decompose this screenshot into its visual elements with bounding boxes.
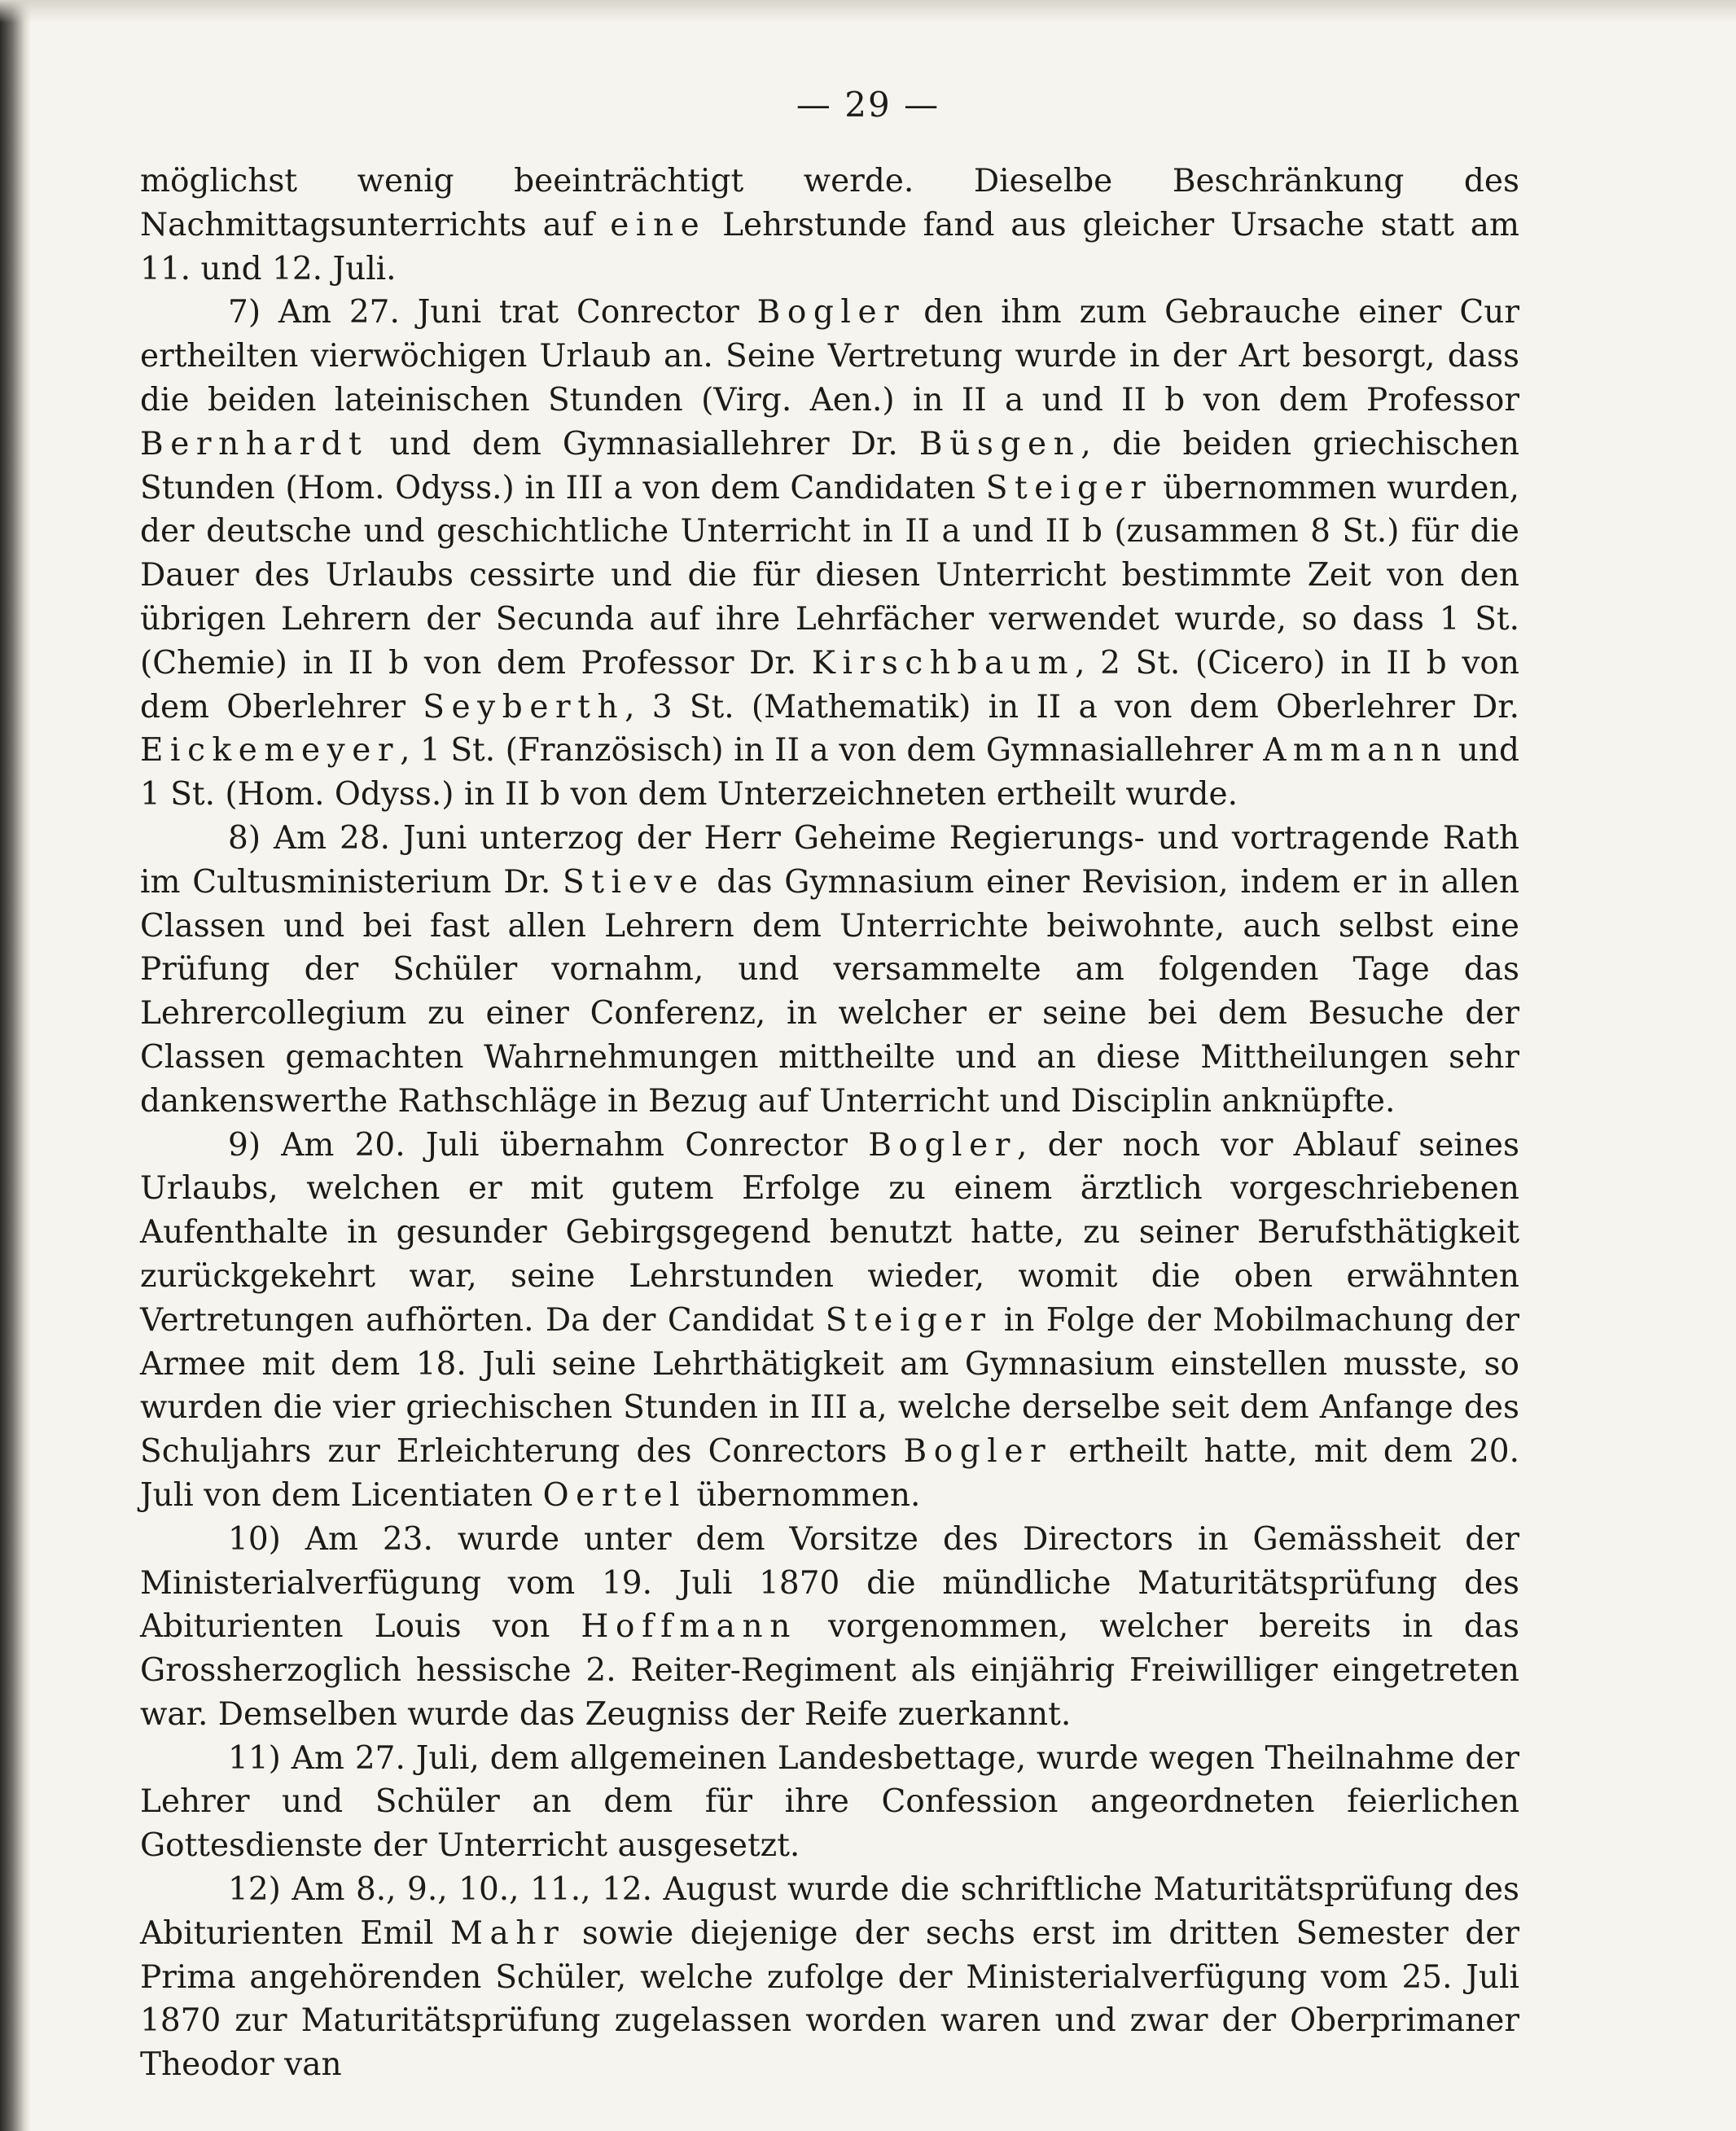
person-name: Steiger bbox=[985, 469, 1153, 506]
text-run: und 1 St. (Hom. Odyss.) in II b von dem Unterzeichneten ertheilt wurde. bbox=[140, 732, 1519, 813]
paragraph-10 bbox=[140, 1518, 1519, 1737]
paragraph-continuation bbox=[140, 160, 1519, 291]
text-run: , der noch vor Ablauf seines Urlaubs, welchen er mit gutem Erfolge zu einem ärztlich vorgeschriebenen Aufenthalte in gesunder Gebirgsgegend benutzt hatte, zu seiner Berufsthätigkeit zurückgekehrt war, seine Lehrstunden wieder, womit die oben erwähnten Vertretungen aufhörten. Da der Candidat bbox=[140, 1126, 1519, 1339]
top-edge-shade bbox=[0, 0, 1736, 23]
person-name: Mahr bbox=[450, 1914, 566, 1952]
paragraph-12 bbox=[140, 1868, 1519, 2087]
body-text bbox=[140, 160, 1519, 2087]
binding-shadow bbox=[0, 0, 31, 2131]
text-run: 7) Am 27. Juni trat Conrector bbox=[228, 294, 757, 331]
paragraph-7 bbox=[140, 291, 1519, 817]
text-run: in Folge der Mobilmachung der Armee mit dem 18. Juli seine Lehrthätigkeit am Gymnasium einstellen musste, so wurden die vier griechischen Stunden in III a, welche derselbe seit dem Anfange des Schuljahrs zur Erleichterung des Conrectors bbox=[140, 1301, 1519, 1471]
text-run: übernommen. bbox=[686, 1476, 921, 1514]
paragraph-11 bbox=[140, 1737, 1519, 1868]
text-run: und dem Gymnasiallehrer Dr. bbox=[368, 425, 919, 463]
person-name: Bogler bbox=[903, 1433, 1053, 1471]
page-number: — 29 — bbox=[796, 85, 940, 125]
text-run: ertheilt hatte, mit dem 20. Juli von dem Licentiaten bbox=[140, 1433, 1519, 1514]
text-run: 11) Am 27. Juli, dem allgemeinen Landesbettage, wurde wegen Theilnahme der Lehrer und Schüler an dem für ihre Confession angeordneten feierlichen Gottesdienste der Unterricht ausgesetzt. bbox=[140, 1739, 1519, 1865]
person-name: Büsgen bbox=[918, 425, 1081, 463]
person-name: Stieve bbox=[562, 863, 705, 901]
text-run: , die beiden griechischen Stunden (Hom. Odyss.) in III a von dem Candidaten bbox=[140, 425, 1519, 506]
person-name: Eickemeyer bbox=[140, 732, 401, 770]
text-run: das Gymnasium einer Revision, indem er in allen Classen und bei fast allen Lehrern dem Unterrichte beiwohnte, auch selbst eine Prüfung der Schüler vornahm, und versammelte am folgenden Tage das Lehrercollegium zu einer Conferenz, in welcher er seine bei dem Besuche der Classen gemachten Wahrnehmungen mittheilte und an diese Mittheilungen sehr dankenswerthe Rathschläge in Bezug auf Unterricht und Disciplin anknüpfte. bbox=[140, 863, 1519, 1120]
person-name: Ammann bbox=[1263, 732, 1449, 770]
person-name: Bernhardt bbox=[140, 425, 369, 463]
text-run: Lehrstunde fand aus gleicher Ursache statt am 11. und 12. Juli. bbox=[140, 206, 1519, 287]
person-name: Seyberth bbox=[423, 688, 625, 726]
paragraph-9 bbox=[140, 1124, 1519, 1518]
text-run: 10) Am 23. wurde unter dem Vorsitze des Directors in Gemässheit der Ministerialverfügung vom 19. Juli 1870 die mündliche Maturitätsprüfung des Abiturienten Louis von bbox=[140, 1520, 1519, 1646]
person-name: Hoffmann bbox=[581, 1608, 797, 1646]
person-name: Kirschbaum bbox=[811, 644, 1076, 682]
text-run: 12) Am 8., 9., 10., 11., 12. August wurde die schriftliche Maturitätsprüfung des Abiturienten Emil bbox=[140, 1871, 1519, 1952]
text-run: übernommen wurden, der deutsche und geschichtliche Unterricht in II a und II b (zusammen 8 St.) für die Dauer des Urlaubs cessirte und die für diesen Unterricht bestimmte Zeit von den übrigen Lehrern der Secunda auf ihre Lehrfächer verwendet wurde, so dass 1 St. (Chemie) in II b von dem Professor Dr. bbox=[140, 469, 1519, 682]
text-run: , 1 St. (Französisch) in II a von dem Gymnasiallehrer bbox=[400, 732, 1264, 770]
paragraph-8 bbox=[140, 817, 1519, 1124]
person-name: Oertel bbox=[542, 1476, 687, 1514]
text-run: sowie diejenige der sechs erst im dritten Semester der Prima angehörenden Schüler, welche zufolge der Ministerialverfügung vom 25. Juli 1870 zur Maturitätsprüfung zugelassen worden waren und zwar der Oberprimaner Theodor van bbox=[140, 1914, 1519, 2084]
text-run: 8) Am 28. Juni unterzog der Herr Geheime Regierungs- und vortragende Rath im Cultusministerium Dr. bbox=[140, 819, 1519, 901]
person-name: Bogler bbox=[756, 294, 906, 331]
text-run: vorgenommen, welcher bereits in das Grossherzoglich hessische 2. Reiter-Regiment als einjährig Freiwilliger eingetreten war. Demselben wurde das Zeugniss der Reife zuerkannt. bbox=[140, 1608, 1519, 1733]
text-run: möglichst wenig beeinträchtigt werde. Dieselbe Beschränkung des Nachmittagsunterrichts auf bbox=[140, 163, 1519, 243]
person-name: Bogler bbox=[868, 1126, 1017, 1164]
text-run: , 3 St. (Mathematik) in II a von dem Oberlehrer Dr. bbox=[625, 688, 1519, 726]
person-name: Steiger bbox=[825, 1301, 993, 1339]
text-run: 9) Am 20. Juli übernahm Conrector bbox=[228, 1126, 869, 1164]
text-run: den ihm zum Gebrauche einer Cur ertheilten vierwöchigen Urlaub an. Seine Vertretung wurde in der Art besorgt, dass die beiden lateinischen Stunden (Virg. Aen.) in II a und II b von dem Professor bbox=[140, 294, 1519, 419]
text-run: , 2 St. (Cicero) in II b von dem Oberlehrer bbox=[140, 644, 1519, 726]
emphasis-text: eine bbox=[610, 206, 707, 243]
